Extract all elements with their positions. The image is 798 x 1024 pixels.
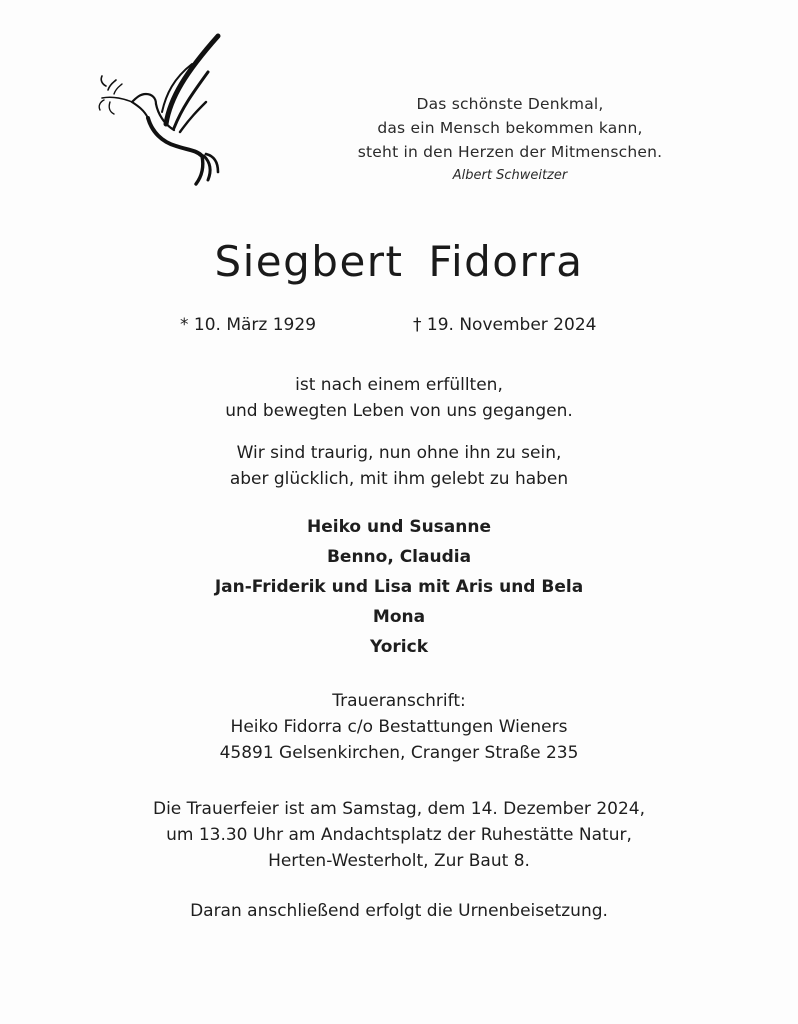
sentiment-line: aber glücklich, mit ihm gelebt zu haben <box>229 469 569 489</box>
quote-line: Das schönste Denkmal, <box>416 95 604 113</box>
sentiment-line: Wir sind traurig, nun ohne ihn zu sein, <box>236 443 562 463</box>
quote-line: das ein Mensch bekommen kann, <box>377 119 643 137</box>
mourner-name: Benno, Claudia <box>326 547 472 567</box>
burial-line: Daran anschließend erfolgt die Urnenbeisetzung. <box>190 901 608 921</box>
address-line: 45891 Gelsenkirchen, Cranger Straße 235 <box>219 743 579 763</box>
ceremony-info <box>0 796 798 874</box>
ceremony-line: Herten-Westerholt, Zur Baut 8. <box>268 851 530 871</box>
mourner-name: Mona <box>372 607 426 627</box>
dove-icon <box>96 28 228 188</box>
ceremony-line: um 13.30 Uhr am Andachtsplatz der Ruhestätte Natur, <box>166 825 632 845</box>
mourning-address <box>0 688 798 766</box>
birth-date: * 10. März 1929 <box>180 315 317 335</box>
address-line: Heiko Fidorra c/o Bestattungen Wieners <box>230 717 568 737</box>
deceased-name: Siegbert Fidorra <box>214 237 584 286</box>
death-date: † 19. November 2024 <box>413 315 597 335</box>
sentiment-message <box>0 440 798 492</box>
message-line: ist nach einem erfüllten, <box>295 375 503 395</box>
mourners-list <box>0 512 798 662</box>
address-label: Traueranschrift: <box>332 691 466 711</box>
mourner-name: Yorick <box>369 637 429 657</box>
passing-message <box>0 372 798 424</box>
mourner-name: Heiko und Susanne <box>307 517 491 537</box>
ceremony-line: Die Trauerfeier ist am Samstag, dem 14. Dezember 2024, <box>152 799 645 819</box>
message-line: und bewegten Leben von uns gegangen. <box>225 401 573 421</box>
mourner-name: Jan-Friderik und Lisa mit Aris und Bela <box>214 577 584 597</box>
quote-line: steht in den Herzen der Mitmenschen. <box>357 143 663 161</box>
quote-author: Albert Schweitzer <box>452 168 568 183</box>
quote-block <box>300 92 720 187</box>
burial-info <box>0 898 798 924</box>
